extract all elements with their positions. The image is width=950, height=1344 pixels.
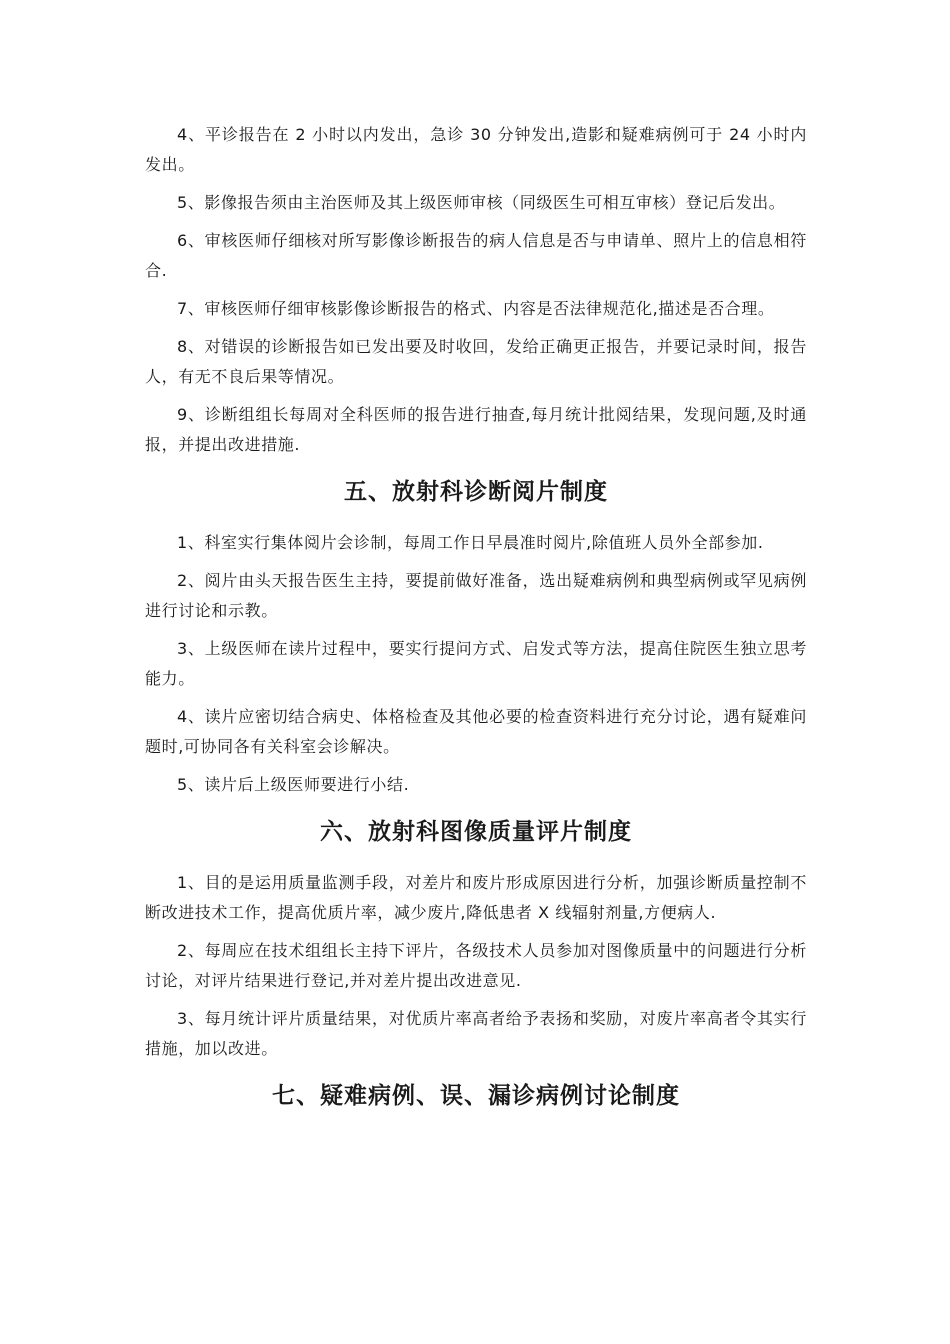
section-heading-film-reading: 五、放射科诊断阅片制度 xyxy=(344,478,608,505)
paragraph-summary: 5、读片后上级医师要进行小结. xyxy=(177,775,410,794)
paragraph-report-time: 4、平诊报告在 2 小时以内发出，急诊 30 分钟发出,造影和疑难病例可于 24 小时内发出。 xyxy=(145,125,807,174)
paragraph-weekly-audit: 9、诊断组组长每周对全科医师的报告进行抽查,每月统计批阅结果，发现问题,及时通报，并提出改进措施. xyxy=(145,405,807,454)
paragraph-format-check: 7、审核医师仔细审核影像诊断报告的格式、内容是否法律规范化,描述是否合理。 xyxy=(177,299,775,318)
section-heading-image-quality: 六、放射科图像质量评片制度 xyxy=(320,818,632,845)
document-page xyxy=(145,120,807,1132)
section-heading-difficult-cases: 七、疑难病例、误、漏诊病例讨论制度 xyxy=(272,1082,680,1109)
paragraph-clinical-discussion: 4、读片应密切结合病史、体格检查及其他必要的检查资料进行充分讨论，遇有疑难问题时,可协同各有关科室会诊解决。 xyxy=(145,707,807,756)
paragraph-reading-host: 2、阅片由头天报告医生主持，要提前做好准备，选出疑难病例和典型病例或罕见病例进行讨论和示教。 xyxy=(145,571,807,620)
paragraph-report-review: 5、影像报告须由主治医师及其上级医师审核（同级医生可相互审核）登记后发出。 xyxy=(177,193,786,212)
paragraph-monthly-stats: 3、每月统计评片质量结果，对优质片率高者给予表扬和奖励，对废片率高者令其实行措施，加以改进。 xyxy=(145,1009,807,1058)
paragraph-info-check: 6、审核医师仔细核对所写影像诊断报告的病人信息是否与申请单、照片上的信息相符合. xyxy=(145,231,807,280)
paragraph-weekly-review: 2、每周应在技术组组长主持下评片，各级技术人员参加对图像质量中的问题进行分析讨论，对评片结果进行登记,并对差片提出改进意见. xyxy=(145,941,807,990)
paragraph-collective-reading: 1、科室实行集体阅片会诊制，每周工作日早晨准时阅片,除值班人员外全部参加. xyxy=(177,533,764,552)
paragraph-error-recall: 8、对错误的诊断报告如已发出要及时收回，发给正确更正报告，并要记录时间，报告人，有无不良后果等情况。 xyxy=(145,337,807,386)
paragraph-quality-purpose: 1、目的是运用质量监测手段，对差片和废片形成原因进行分析，加强诊断质量控制不断改进技术工作，提高优质片率，减少废片,降低患者 X 线辐射剂量,方便病人. xyxy=(145,873,807,922)
paragraph-teaching-method: 3、上级医师在读片过程中，要实行提问方式、启发式等方法，提高住院医生独立思考能力。 xyxy=(145,639,807,688)
